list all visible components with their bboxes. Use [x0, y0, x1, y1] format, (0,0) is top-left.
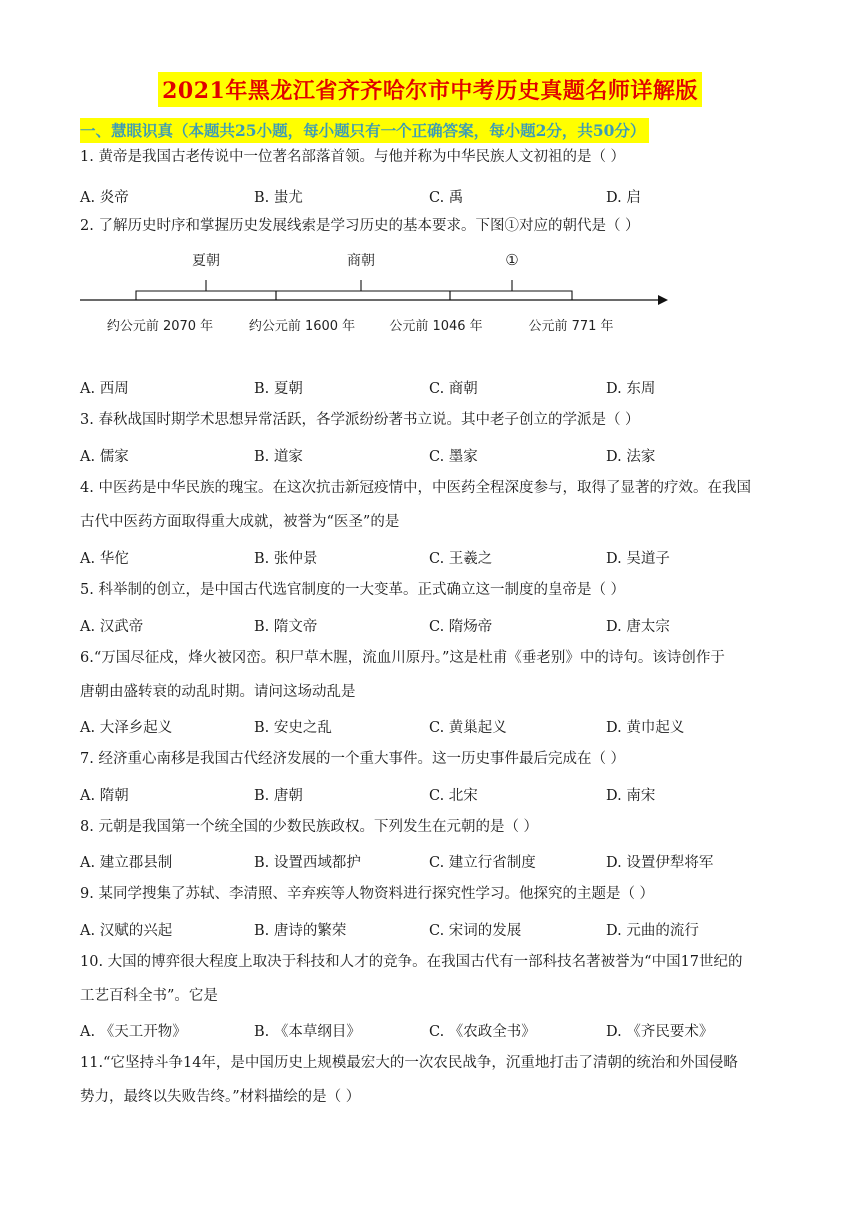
timeline-svg: [80, 248, 680, 338]
question-4: [80, 471, 780, 539]
question-11: [80, 1046, 780, 1114]
timeline-arrow-icon: [658, 295, 668, 305]
option-d[interactable]: D. 南宋: [606, 788, 656, 804]
question-1-options: [80, 186, 780, 210]
option-c[interactable]: C. 王羲之: [429, 551, 493, 567]
option-b[interactable]: B. 夏朝: [254, 381, 303, 397]
question-6-options: [80, 716, 780, 740]
option-a[interactable]: A. 炎帝: [80, 190, 129, 206]
option-b[interactable]: B. 张仲景: [254, 551, 318, 567]
question-7-options: [80, 784, 780, 808]
date-2070: 约公元前 2070 年: [106, 319, 214, 334]
option-b[interactable]: B. 唐朝: [254, 788, 303, 804]
option-d[interactable]: D. 唐太宗: [606, 619, 670, 635]
option-b[interactable]: B. 安史之乱: [254, 720, 332, 736]
question-stem-cont: 工艺百科全书”。它是: [80, 988, 218, 1004]
page-title: 2021年黑龙江省齐齐哈尔市中考历史真题名师详解版: [158, 72, 702, 107]
bracket-unknown: [450, 291, 572, 300]
question-3: [80, 403, 780, 437]
question-2-options: [80, 377, 780, 401]
option-a[interactable]: A. 西周: [80, 381, 129, 397]
option-b[interactable]: B. 唐诗的繁荣: [254, 923, 347, 939]
option-a[interactable]: A. 汉赋的兴起: [80, 923, 173, 939]
option-d[interactable]: D. 元曲的流行: [606, 923, 699, 939]
option-d[interactable]: D. 东周: [606, 381, 656, 397]
question-8-options: [80, 851, 780, 875]
option-a[interactable]: A. 大泽乡起义: [80, 720, 173, 736]
option-a[interactable]: A. 华佗: [80, 551, 129, 567]
question-8: [80, 810, 780, 844]
bracket-shang: [276, 291, 450, 300]
question-stem-cont: 唐朝由盛转衰的动乱时期。请问这场动乱是: [80, 684, 356, 700]
question-stem: 2. 了解历史时序和掌握历史发展线索是学习历史的基本要求。下图①对应的朝代是（ ）: [80, 218, 640, 234]
option-d[interactable]: D. 法家: [606, 449, 656, 465]
question-3-options: [80, 445, 780, 469]
timeline-figure: [80, 248, 680, 338]
question-6: [80, 641, 780, 709]
option-c[interactable]: C. 《农政全书》: [429, 1024, 536, 1040]
option-c[interactable]: C. 禹: [429, 190, 464, 206]
option-b[interactable]: B. 设置西域都护: [254, 855, 361, 871]
date-771: 公元前 771 年: [528, 319, 614, 334]
option-d[interactable]: D. 设置伊犁将军: [606, 855, 714, 871]
question-10-options: [80, 1020, 780, 1044]
question-stem: 7. 经济重心南移是我国古代经济发展的一个重大事件。这一历史事件最后完成在（ ）: [80, 751, 626, 767]
option-d[interactable]: D. 《齐民要术》: [606, 1024, 714, 1040]
option-b[interactable]: B. 隋文帝: [254, 619, 318, 635]
question-5: [80, 573, 780, 607]
question-stem: 6.“万国尽征戍，烽火被冈峦。积尸草木腥，流血川原丹。”这是杜甫《垂老别》中的诗句。该诗创作于: [80, 650, 725, 666]
question-stem: 3. 春秋战国时期学术思想异常活跃，各学派纷纷著书立说。其中老子创立的学派是（ ）: [80, 412, 640, 428]
option-b[interactable]: B. 蚩尤: [254, 190, 303, 206]
option-a[interactable]: A. 汉武帝: [80, 619, 144, 635]
option-a[interactable]: A. 《天工开物》: [80, 1024, 187, 1040]
question-10: [80, 945, 780, 1013]
option-c[interactable]: C. 商朝: [429, 381, 478, 397]
label-shang: 商朝: [347, 253, 375, 269]
option-b[interactable]: B. 《本草纲目》: [254, 1024, 361, 1040]
question-9-options: [80, 919, 780, 943]
option-c[interactable]: C. 黄巢起义: [429, 720, 507, 736]
question-5-options: [80, 615, 780, 639]
option-c[interactable]: C. 北宋: [429, 788, 478, 804]
option-d[interactable]: D. 启: [606, 190, 641, 206]
question-stem: 10. 大国的博弈很大程度上取决于科技和人才的竞争。在我国古代有一部科技名著被誉为“中国17世纪的: [80, 954, 743, 970]
question-9: [80, 877, 780, 911]
question-7: [80, 742, 780, 776]
option-d[interactable]: D. 黄巾起义: [606, 720, 685, 736]
question-stem: 9. 某同学搜集了苏轼、李清照、辛弃疾等人物资料进行探究性学习。他探究的主题是（ ）: [80, 886, 655, 902]
option-c[interactable]: C. 隋炀帝: [429, 619, 493, 635]
title-wrap: [0, 72, 860, 107]
bracket-xia: [136, 291, 276, 300]
option-c[interactable]: C. 建立行省制度: [429, 855, 536, 871]
option-d[interactable]: D. 吴道子: [606, 551, 670, 567]
option-b[interactable]: B. 道家: [254, 449, 303, 465]
option-a[interactable]: A. 儒家: [80, 449, 129, 465]
option-a[interactable]: A. 隋朝: [80, 788, 129, 804]
question-stem: 8. 元朝是我国第一个统全国的少数民族政权。下列发生在元朝的是（ ）: [80, 819, 539, 835]
label-circled-1: ①: [505, 251, 519, 269]
question-1: [80, 140, 780, 174]
option-c[interactable]: C. 宋词的发展: [429, 923, 522, 939]
option-a[interactable]: A. 建立郡县制: [80, 855, 173, 871]
question-stem: 11.“它坚持斗争14年，是中国历史上规模最宏大的一次农民战争，沉重地打击了清朝的统治和外国侵略: [80, 1055, 738, 1071]
question-2: [80, 209, 780, 243]
question-stem-cont: 势力，最终以失败告终。”材料描绘的是（ ）: [80, 1089, 361, 1105]
date-1046: 公元前 1046 年: [389, 319, 483, 334]
label-xia: 夏朝: [192, 253, 220, 269]
question-stem: 1. 黄帝是我国古老传说中一位著名部落首领。与他并称为中华民族人文初祖的是（ ）: [80, 149, 626, 165]
question-stem-cont: 古代中医药方面取得重大成就，被誉为“医圣”的是: [80, 514, 400, 530]
question-stem: 5. 科举制的创立，是中国古代选官制度的一大变革。正式确立这一制度的皇帝是（ ）: [80, 582, 626, 598]
section-heading: 一、慧眼识真（本题共25小题，每小题只有一个正确答案，每小题2分，共50分）: [80, 118, 649, 143]
question-4-options: [80, 547, 780, 571]
date-1600: 约公元前 1600 年: [248, 319, 356, 334]
option-c[interactable]: C. 墨家: [429, 449, 478, 465]
question-stem: 4. 中医药是中华民族的瑰宝。在这次抗击新冠疫情中，中医药全程深度参与，取得了显著的疗效。在我国: [80, 480, 751, 496]
